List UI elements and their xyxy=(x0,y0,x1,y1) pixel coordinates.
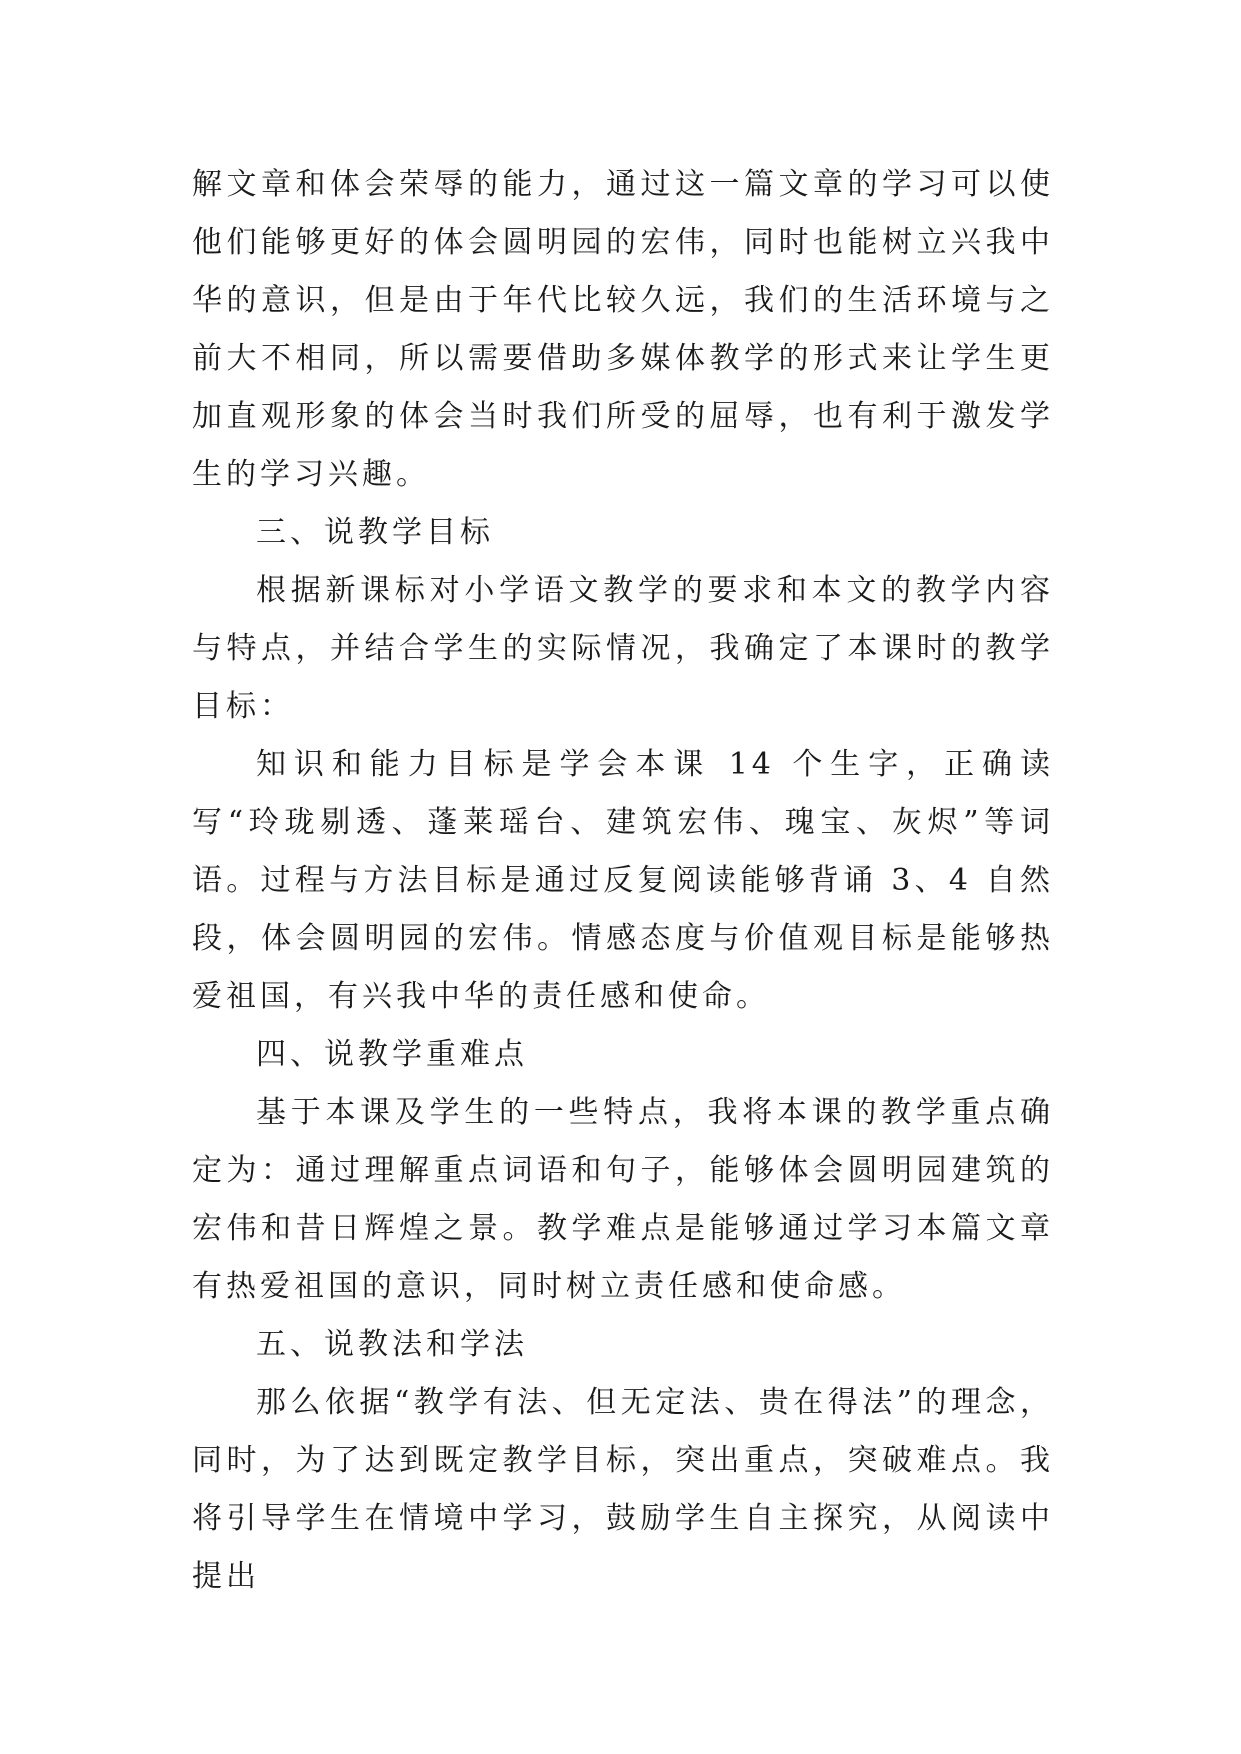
document-body xyxy=(192,156,1054,1606)
paragraph-continuation: 解文章和体会荣辱的能力，通过这一篇文章的学习可以使他们能够更好的体会圆明园的宏伟，同时也能树立兴我中华的意识，但是由于年代比较久远，我们的生活环境与之前大不相同，所以需要借助多媒体教学的形式来让学生更加直观形象的体会当时我们所受的屈辱，也有利于激发学生的学习兴趣。 xyxy=(192,167,1054,492)
paragraph-methods: 那么依据“教学有法、但无定法、贵在得法”的理念，同时，为了达到既定教学目标，突出重点，突破难点。我将引导学生在情境中学习，鼓励学生自主探究，从阅读中提出 xyxy=(192,1385,1054,1594)
paragraph-objectives-intro: 根据新课标对小学语文教学的要求和本文的教学内容与特点，并结合学生的实际情况，我确定了本课时的教学目标： xyxy=(192,573,1054,724)
section-heading-methods: 五、说教法和学法 xyxy=(256,1327,528,1362)
paragraph-objectives-detail: 知识和能力目标是学会本课 14 个生字，正确读写“玲珑剔透、蓬莱瑶台、建筑宏伟、瑰宝、灰烬”等词语。过程与方法目标是通过反复阅读能够背诵 3、4 自然段，体会圆明园的宏伟。情感态度与价值观目标是能够热爱祖国，有兴我中华的责任感和使命。 xyxy=(192,747,1054,1014)
section-heading-key-difficult-points: 四、说教学重难点 xyxy=(256,1037,528,1072)
section-heading-teaching-objectives: 三、说教学目标 xyxy=(256,515,494,550)
paragraph-key-difficult-points: 基于本课及学生的一些特点，我将本课的教学重点确定为：通过理解重点词语和句子，能够体会圆明园建筑的宏伟和昔日辉煌之景。教学难点是能够通过学习本篇文章有热爱祖国的意识，同时树立责任感和使命感。 xyxy=(192,1095,1054,1304)
